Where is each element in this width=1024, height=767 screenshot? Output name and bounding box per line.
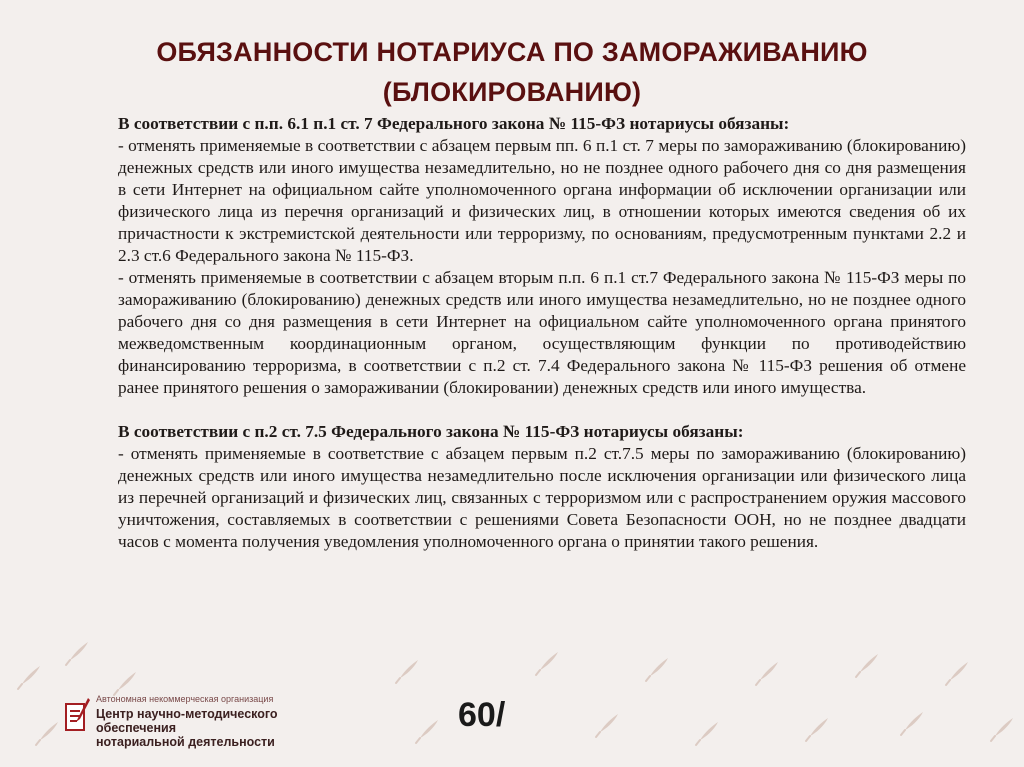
slide-title-line2: (БЛОКИРОВАНИЮ) <box>382 77 642 107</box>
slide-body <box>118 113 966 553</box>
organization-logo <box>64 694 334 749</box>
logo-title <box>96 707 336 749</box>
section1-paragraph-2: - отменять применяемые в соответствии с абзацем вторым п.п. 6 п.1 ст.7 Федерального закона № 115-ФЗ меры по замораживанию (блокированию) денежных средств или иного имущества незамедлительно, но не позднее одного рабочего дня со дня размещения в сети Интернет на официальном сайте уполномоченного органа принятого межведомственным координационным органом, осуществляющим функции по противодействию финансированию терроризма, в соответствии с п.2 ст. 7.4 Федерального закона № 115-ФЗ решения об отмене ранее принятого решения о замораживании (блокировании) денежных средств или иного имущества. <box>118 268 966 397</box>
slide-title-line1: ОБЯЗАННОСТИ НОТАРИУСА ПО ЗАМОРАЖИВАНИЮ <box>156 37 868 67</box>
page-number: 60/ <box>458 696 506 734</box>
section1-heading: В соответствии с п.п. 6.1 п.1 ст. 7 Федерального закона № 115-ФЗ нотариусы обязаны: <box>118 114 790 133</box>
section-spacer <box>118 399 966 421</box>
section2-heading: В соответствии с п.2 ст. 7.5 Федерального закона № 115-ФЗ нотариусы обязаны: <box>118 422 744 441</box>
logo-title-line2: нотариальной деятельности <box>96 735 275 749</box>
slide-title <box>40 32 984 112</box>
logo-title-line1: Центр научно-методического обеспечения <box>96 707 278 735</box>
section2-paragraph-1: - отменять применяемые в соответствие с абзацем первым п.2 ст.7.5 меры по замораживанию (блокированию) денежных средств или иного имущества незамедлительно после исключения организации или физического лица из перечней организаций и физических лиц, связанных с терроризмом или с распространением оружия массового уничтожения, составляемых в соответствии с решениями Совета Безопасности ООН, но не позднее двадцати часов с момента получения уведомления уполномоченного органа о принятии такого решения. <box>118 444 966 551</box>
section1-paragraph-1: - отменять применяемые в соответствии с абзацем первым пп. 6 п.1 ст. 7 меры по замораживанию (блокированию) денежных средств или иного имущества незамедлительно, но не позднее одного рабочего дня со дня размещения в сети Интернет на официальном сайте уполномоченного органа информации об исключении организации или физического лица из перечня организаций и физических лиц, в отношении которых имеются сведения об их причастности к экстремистской деятельности или терроризму, по основаниям, предусмотренным пунктами 2.2 и 2.3 ст.6 Федерального закона № 115-ФЗ. <box>118 136 966 265</box>
document-pen-icon <box>64 698 90 734</box>
logo-subtitle: Автономная некоммерческая организация <box>96 694 274 704</box>
